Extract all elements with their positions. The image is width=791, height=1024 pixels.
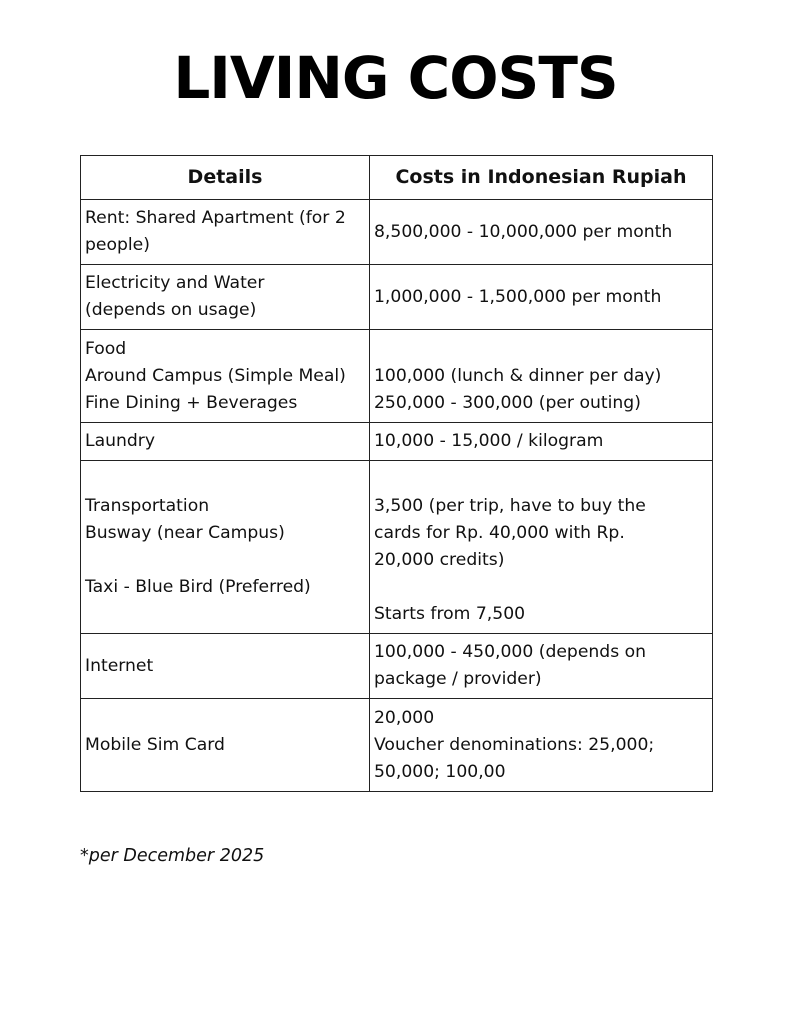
table-row-food bbox=[81, 330, 713, 423]
header-costs: Costs in Indonesian Rupiah bbox=[370, 156, 713, 200]
details-cell bbox=[81, 699, 370, 792]
cost-line: package / provider) bbox=[374, 669, 542, 689]
details-line: Mobile Sim Card bbox=[85, 734, 225, 755]
living-costs-table bbox=[80, 155, 713, 792]
cost-line: 100,000 - 450,000 (depends on bbox=[374, 642, 647, 662]
cost-line: 3,500 (per trip, have to buy the bbox=[374, 496, 646, 516]
cost-cell bbox=[370, 265, 713, 330]
details-line: Fine Dining + Beverages bbox=[85, 392, 298, 413]
cost-line: 250,000 - 300,000 (per outing) bbox=[374, 392, 641, 413]
details-line: Internet bbox=[85, 655, 154, 676]
details-cell bbox=[81, 265, 370, 330]
cost-line: 10,000 - 15,000 / kilogram bbox=[374, 431, 604, 451]
table-row-electricity bbox=[81, 265, 713, 330]
details-line: Busway (near Campus) bbox=[85, 523, 285, 543]
table-row-laundry bbox=[81, 423, 713, 461]
cost-cell bbox=[370, 200, 713, 265]
details-line: (depends on usage) bbox=[85, 300, 257, 320]
details-line: Taxi - Blue Bird (Preferred) bbox=[85, 577, 311, 597]
cost-cell bbox=[370, 461, 713, 634]
cost-cell bbox=[370, 634, 713, 699]
cost-cell bbox=[370, 423, 713, 461]
cost-line: 100,000 (lunch & dinner per day) bbox=[374, 365, 662, 386]
cost-line: 8,500,000 - 10,000,000 per month bbox=[374, 221, 673, 242]
table-row-rent bbox=[81, 200, 713, 265]
cost-line: 20,000 credits) bbox=[374, 550, 505, 570]
page-title: LIVING COSTS bbox=[173, 44, 618, 112]
details-line: Electricity and Water bbox=[85, 273, 265, 293]
details-line: Transportation bbox=[85, 496, 210, 516]
cost-line: 1,000,000 - 1,500,000 per month bbox=[374, 286, 662, 307]
cost-line: 20,000 bbox=[374, 707, 435, 728]
details-cell bbox=[81, 200, 370, 265]
header-details: Details bbox=[81, 156, 370, 200]
details-cell bbox=[81, 423, 370, 461]
details-line: Food bbox=[85, 338, 127, 359]
cost-line: Voucher denominations: 25,000; bbox=[374, 734, 655, 755]
details-line: Around Campus (Simple Meal) bbox=[85, 365, 346, 386]
cost-cell bbox=[370, 699, 713, 792]
table-row-internet bbox=[81, 634, 713, 699]
footnote: *per December 2025 bbox=[80, 846, 265, 866]
cost-line: cards for Rp. 40,000 with Rp. bbox=[374, 523, 625, 543]
cost-line: 50,000; 100,00 bbox=[374, 761, 506, 782]
details-cell bbox=[81, 330, 370, 423]
details-line: Laundry bbox=[85, 431, 156, 451]
table-header-row bbox=[81, 156, 713, 200]
details-cell bbox=[81, 634, 370, 699]
details-cell bbox=[81, 461, 370, 634]
cost-cell bbox=[370, 330, 713, 423]
table-row-sim-card bbox=[81, 699, 713, 792]
details-line: Rent: Shared Apartment (for 2 bbox=[85, 208, 346, 228]
details-line: people) bbox=[85, 235, 150, 255]
cost-line: Starts from 7,500 bbox=[374, 604, 526, 624]
table-row-transportation bbox=[81, 461, 713, 634]
